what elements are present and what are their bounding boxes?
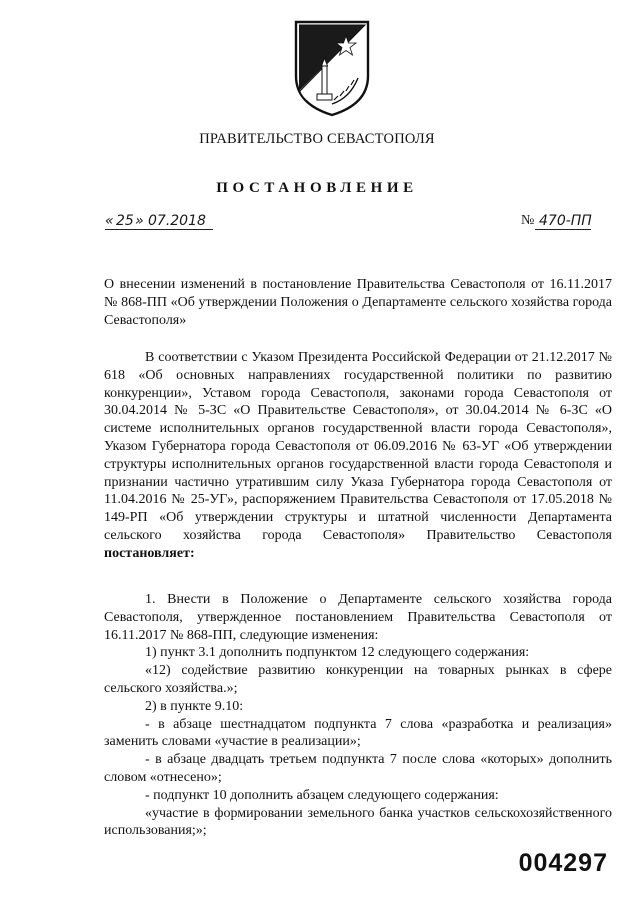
document-date [105, 210, 213, 232]
subclause-2: 2) в пункте 9.10: [145, 698, 244, 714]
preamble [104, 349, 612, 563]
document-number [521, 210, 591, 232]
document-body [104, 591, 612, 840]
government-name: ПРАВИТЕЛЬСТВО СЕВАСТОПОЛЯ [199, 131, 435, 147]
change-item-2: - в абзаце двадцать третьем подпункта 7 после слова «которых» дополнить словом «отнесено»; [104, 752, 612, 785]
date-day: 25 [116, 213, 134, 229]
change-item-1: - в абзаце шестнадцатом подпункта 7 слова «разработка и реализация» заменить словами «участие в реализации»; [104, 716, 612, 750]
number-underline [535, 229, 591, 230]
subclause-1-text: «12) содействие развитию конкуренции на товарных рынках в сфере сельского хозяйства.»; [104, 663, 612, 696]
change-item-3: - подпункт 10 дополнить абзацем следующего содержания: [145, 787, 499, 803]
serial-number: 004297 [518, 849, 608, 877]
decree-word: постановляет: [104, 545, 195, 561]
clause-1: 1. Внести в Положение о Департаменте сельского хозяйства города Севастополя, утвержденное постановлением Правительства Севастополя от 16.11.2017 № 868-ПП, следующие изменения: [104, 592, 612, 643]
number-sign: № [521, 213, 535, 228]
date-close-quote: » [135, 213, 144, 229]
date-underline [105, 229, 213, 230]
sevastopol-coat-of-arms [292, 18, 372, 118]
number-value: 470-ПП [539, 213, 592, 229]
document-title: О внесении изменений в постановление Правительства Севастополя от 16.11.2017 № 868-ПП «Об утверждении Положения о Департаменте сельского хозяйства города Севастополя» [104, 277, 612, 328]
change-item-3-text: «участие в формировании земельного банка участков сельскохозяйственного использования;»; [104, 805, 612, 839]
date-month-year: 07.2018 [148, 213, 206, 229]
date-open-quote: « [105, 213, 114, 229]
document-type-heading: ПОСТАНОВЛЕНИЕ [216, 180, 418, 196]
subclause-1: 1) пункт 3.1 дополнить подпунктом 12 следующего содержания: [145, 645, 530, 661]
preamble-text: В соответствии с Указом Президента Российской Федерации от 21.12.2017 № 618 «Об основных направлениях государственной политики по развитию конкуренции», Уставом города Севастополя, законами города Севастополя от 30.04.2014 № 5-ЗС «О Правительстве Севастополя», от 30.04.2014 № 6-ЗС «О системе исполнительных органов государственной власти города Севастополя», Указом Губернатора города Севастополя от 06.09.2016 № 63-УГ «Об утверждении структуры исполнительных органов государственной власти города Севастополя и признании частично утратившим силу Указа Губернатора города Севастополя от 11.04.2016 № 25-УГ», распоряжением Правительства Севастополя от 17.05.2018 № 149-РП «Об утверждении структуры и штатной численности Департамента сельского хозяйства города Севастополя» Правительство Севастополя [104, 350, 612, 543]
